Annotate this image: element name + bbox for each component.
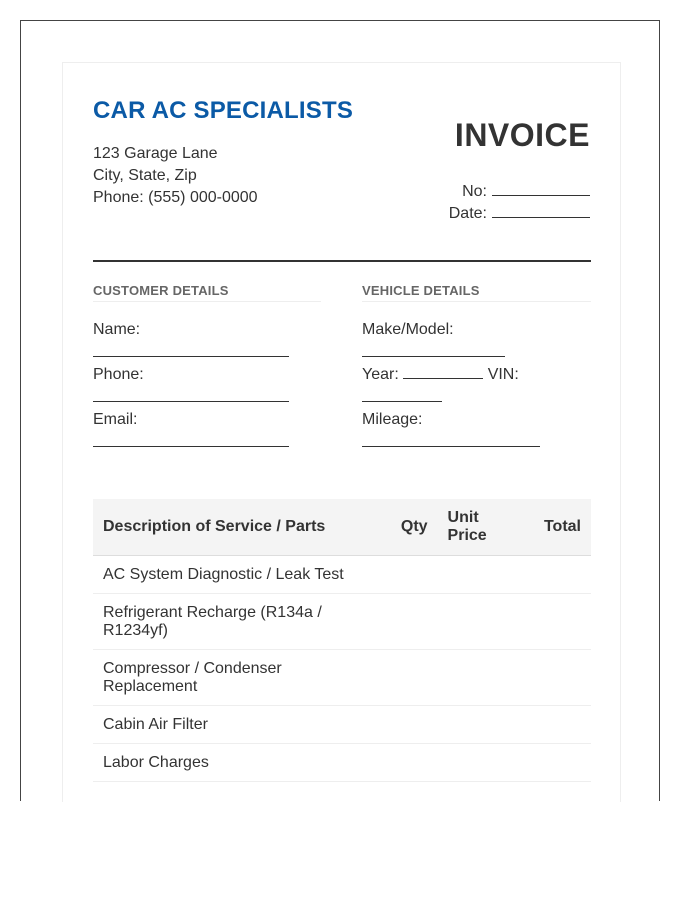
row-unit-price[interactable] <box>438 706 527 744</box>
customer-fields <box>93 319 321 454</box>
row-qty[interactable] <box>382 706 438 744</box>
vehicle-make-model-label: Make/Model: <box>362 321 454 338</box>
row-description: Cabin Air Filter <box>93 706 382 744</box>
customer-details-heading: CUSTOMER DETAILS <box>93 283 321 302</box>
invoice-number-label: No: <box>462 183 487 200</box>
table-row <box>93 594 591 650</box>
table-header-row <box>93 499 591 556</box>
vehicle-year-vin-field <box>362 364 590 409</box>
vehicle-mileage-blank[interactable] <box>362 432 540 447</box>
address-line-2: City, State, Zip <box>93 167 197 184</box>
invoice-document <box>62 62 621 802</box>
row-description: Refrigerant Recharge (R134a / R1234yf) <box>93 594 382 650</box>
row-qty[interactable] <box>382 650 438 706</box>
vehicle-make-model-field <box>362 319 590 364</box>
row-description: AC System Diagnostic / Leak Test <box>93 556 382 594</box>
row-total[interactable] <box>527 650 591 706</box>
invoice-number-blank[interactable] <box>492 181 590 196</box>
row-description: Compressor / Condenser Replacement <box>93 650 382 706</box>
header-divider <box>93 260 591 262</box>
vehicle-mileage-field <box>362 409 590 454</box>
vehicle-year-blank[interactable] <box>403 364 483 379</box>
services-table <box>93 499 591 782</box>
invoice-title: INVOICE <box>454 117 590 153</box>
customer-email-label: Email: <box>93 411 138 428</box>
invoice-number-row <box>449 181 590 203</box>
customer-name-field <box>93 319 321 364</box>
customer-phone-field <box>93 364 321 409</box>
header-unit-price: Unit Price <box>438 499 527 556</box>
row-unit-price[interactable] <box>438 744 527 782</box>
customer-details <box>93 283 321 454</box>
invoice-date-label: Date: <box>448 205 487 222</box>
vehicle-mileage-label: Mileage: <box>362 411 423 428</box>
company-phone: Phone: (555) 000-0000 <box>93 189 258 206</box>
vehicle-vin-label: VIN: <box>487 366 519 383</box>
table-row <box>93 706 591 744</box>
row-unit-price[interactable] <box>438 594 527 650</box>
row-qty[interactable] <box>382 744 438 782</box>
address-line-1: 123 Garage Lane <box>93 145 218 162</box>
row-total[interactable] <box>527 556 591 594</box>
invoice-date-blank[interactable] <box>492 203 590 218</box>
customer-email-field <box>93 409 321 454</box>
invoice-meta <box>449 181 590 225</box>
vehicle-year-label: Year: <box>362 366 399 383</box>
vehicle-fields <box>362 319 590 454</box>
header-qty: Qty <box>382 499 438 556</box>
row-unit-price[interactable] <box>438 556 527 594</box>
vehicle-details <box>362 283 590 454</box>
vehicle-vin-blank[interactable] <box>362 387 442 402</box>
customer-name-blank[interactable] <box>93 342 289 357</box>
customer-email-blank[interactable] <box>93 432 289 447</box>
row-description: Labor Charges <box>93 744 382 782</box>
header-description: Description of Service / Parts <box>93 499 382 556</box>
row-total[interactable] <box>527 744 591 782</box>
company-name: CAR AC SPECIALISTS <box>93 97 354 124</box>
company-address <box>93 143 258 209</box>
row-unit-price[interactable] <box>438 650 527 706</box>
table-row <box>93 650 591 706</box>
page-frame <box>20 20 660 801</box>
vehicle-make-model-blank[interactable] <box>362 342 505 357</box>
row-qty[interactable] <box>382 594 438 650</box>
row-qty[interactable] <box>382 556 438 594</box>
invoice-date-row <box>449 203 590 225</box>
table-row <box>93 556 591 594</box>
customer-phone-label: Phone: <box>93 366 144 383</box>
header-total: Total <box>527 499 591 556</box>
row-total[interactable] <box>527 706 591 744</box>
row-total[interactable] <box>527 594 591 650</box>
customer-name-label: Name: <box>93 321 141 338</box>
customer-phone-blank[interactable] <box>93 387 289 402</box>
vehicle-details-heading: VEHICLE DETAILS <box>362 283 591 302</box>
table-row <box>93 744 591 782</box>
